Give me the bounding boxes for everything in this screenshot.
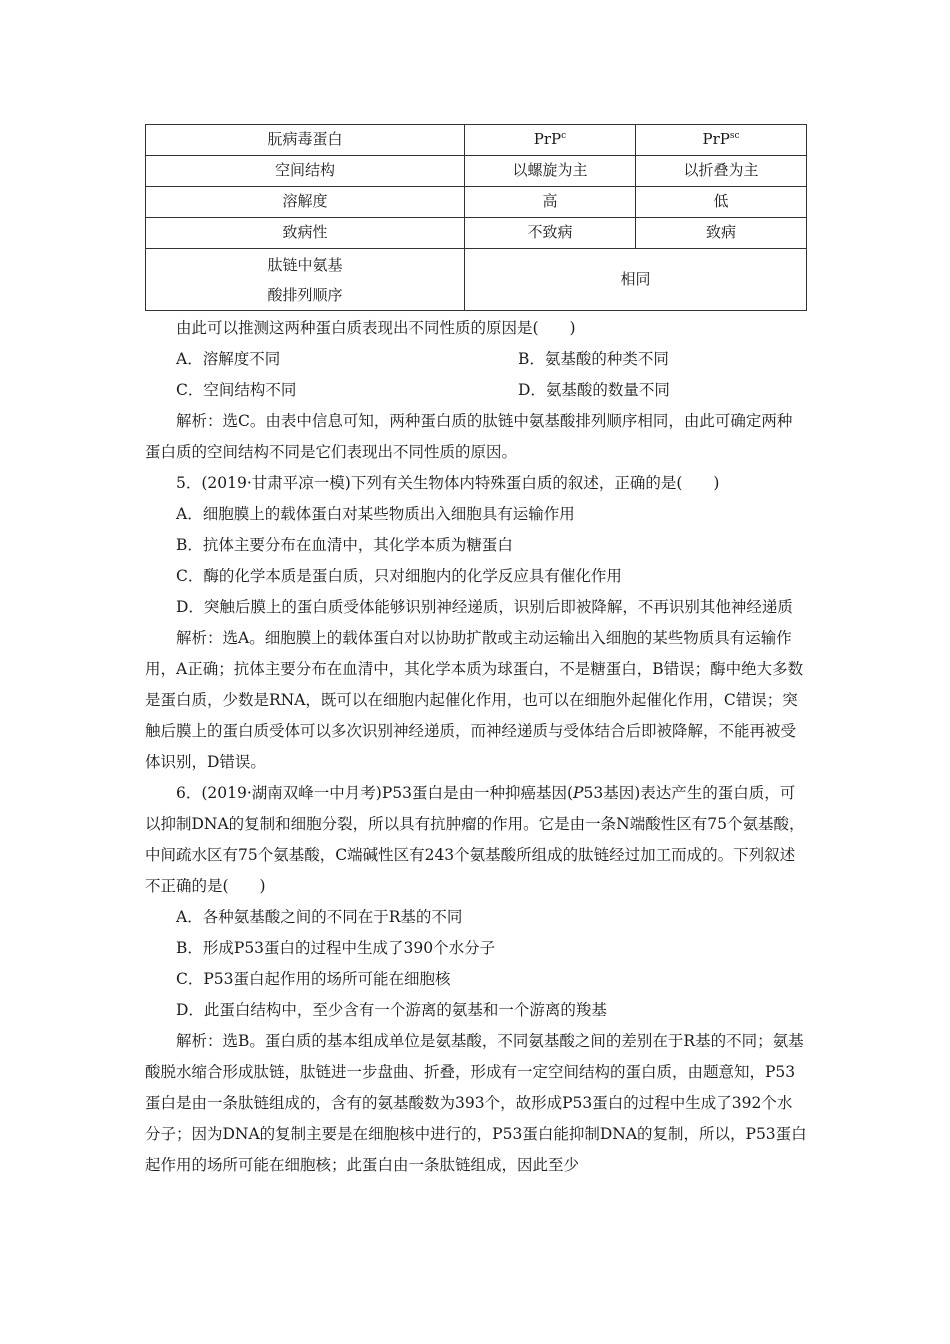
table-header-row [146, 125, 807, 156]
q6-analysis: 解析：选B。蛋白质的基本组成单位是氨基酸，不同氨基酸之间的差别在于R基的不同；氨基酸脱水缩合形成肽链，肽链进一步盘曲、折叠，形成有一定空间结构的蛋白质，由题意知，P53蛋白是由一条肽链组成的，含有的氨基酸数为393个，故形成P53蛋白的过程中生成了392个水分子；因为DNA的复制主要是在细胞核中进行的，P53蛋白能抑制DNA的复制，所以，P53蛋白起作用的场所可能在细胞核；此蛋白由一条肽链组成，因此至少 [145, 1032, 807, 1174]
table-cell [146, 249, 465, 311]
q5-option-a: A．细胞膜上的载体蛋白对某些物质出入细胞具有运输作用 [176, 505, 575, 523]
prpc-superscript: c [561, 131, 567, 142]
prpsc-label: PrP [702, 130, 730, 149]
table-header-cell [636, 125, 807, 156]
q6-stem-part: 53基因)表达产生的蛋白质，可以抑制DNA的复制和细胞分裂，所以具有抗肿瘤的作用。它是由一条N端酸性区有75个氨基酸，中间疏水区有75个氨基酸，C端碱性区有243个氨基酸所组成的肽链经过加工而成的。下列叙述不正确的是( ) [145, 784, 805, 895]
table-cell: 以螺旋为主 [465, 156, 636, 187]
table-cell: 致病 [636, 218, 807, 249]
table-row [146, 218, 807, 249]
table-cell: 致病性 [146, 218, 465, 249]
prpc-label: PrP [533, 130, 562, 149]
q5-option-b: B．抗体主要分布在血清中，其化学本质为糖蛋白 [176, 536, 513, 554]
table-cell: 空间结构 [146, 156, 465, 187]
table-cell: 溶解度 [146, 187, 465, 218]
prion-protein-table [145, 124, 807, 311]
q6-option-b: B．形成P53蛋白的过程中生成了390个水分子 [176, 939, 496, 957]
table-cell-line: 肽链中氨基 [267, 255, 343, 274]
q5-option-c: C．酶的化学本质是蛋白质，只对细胞内的化学反应具有催化作用 [176, 567, 622, 585]
q5-stem: 5．(2019·甘肃平凉一模)下列有关生物体内特殊蛋白质的叙述，正确的是( ) [176, 474, 720, 492]
q6-stem [145, 778, 807, 902]
prpsc-superscript: sc [729, 131, 740, 142]
table-header-cell: 朊病毒蛋白 [146, 125, 465, 156]
q5-option-d: D．突触后膜上的蛋白质受体能够识别神经递质，识别后即被降解，不再识别其他神经递质 [176, 598, 793, 616]
table-row [146, 249, 807, 311]
table-row [146, 156, 807, 187]
q6-option-c: C．P53蛋白起作用的场所可能在细胞核 [176, 970, 451, 988]
table-header-cell [465, 125, 636, 156]
q6-option-a: A．各种氨基酸之间的不同在于R基的不同 [176, 908, 463, 926]
table-cell: 低 [636, 187, 807, 218]
q4-option-c: C．空间结构不同 [176, 381, 297, 399]
q4-option-d: D．氨基酸的数量不同 [518, 381, 670, 399]
table-cell: 不致病 [465, 218, 636, 249]
q5-analysis: 解析：选A。细胞膜上的载体蛋白对以协助扩散或主动运输出入细胞的某些物质具有运输作用，A正确；抗体主要分布在血清中，其化学本质为球蛋白，不是糖蛋白，B错误；酶中绝大多数是蛋白质，少数是RNA，既可以在细胞内起催化作用，也可以在细胞外起催化作用，C错误；突触后膜上的蛋白质受体可以多次识别神经递质，而神经递质与受体结合后即被降解，不能再被受体识别，D错误。 [145, 629, 804, 771]
q4-stem: 由此可以推测这两种蛋白质表现出不同性质的原因是( ) [176, 319, 576, 337]
q4-option-b: B．氨基酸的种类不同 [518, 350, 669, 368]
q6-stem-part: 6．(2019·湖南双峰一中月考)P53蛋白是由一种抑癌基因( [176, 784, 574, 802]
q4-analysis: 解析：选C。由表中信息可知，两种蛋白质的肽链中氨基酸排列顺序相同，由此可确定两种蛋白质的空间结构不同是它们表现出不同性质的原因。 [145, 412, 793, 461]
document-body [145, 313, 807, 1181]
q4-option-a: A．溶解度不同 [176, 350, 281, 368]
q4-options-row-1 [145, 344, 807, 375]
q6-gene-italic: P [573, 784, 584, 802]
table-cell: 高 [465, 187, 636, 218]
q6-option-d: D．此蛋白结构中，至少含有一个游离的氨基和一个游离的羧基 [176, 1001, 607, 1019]
table-cell-line: 酸排列顺序 [267, 285, 343, 304]
q4-options-row-2 [145, 375, 807, 406]
table-cell: 相同 [465, 249, 807, 311]
table-cell: 以折叠为主 [636, 156, 807, 187]
table-row [146, 187, 807, 218]
